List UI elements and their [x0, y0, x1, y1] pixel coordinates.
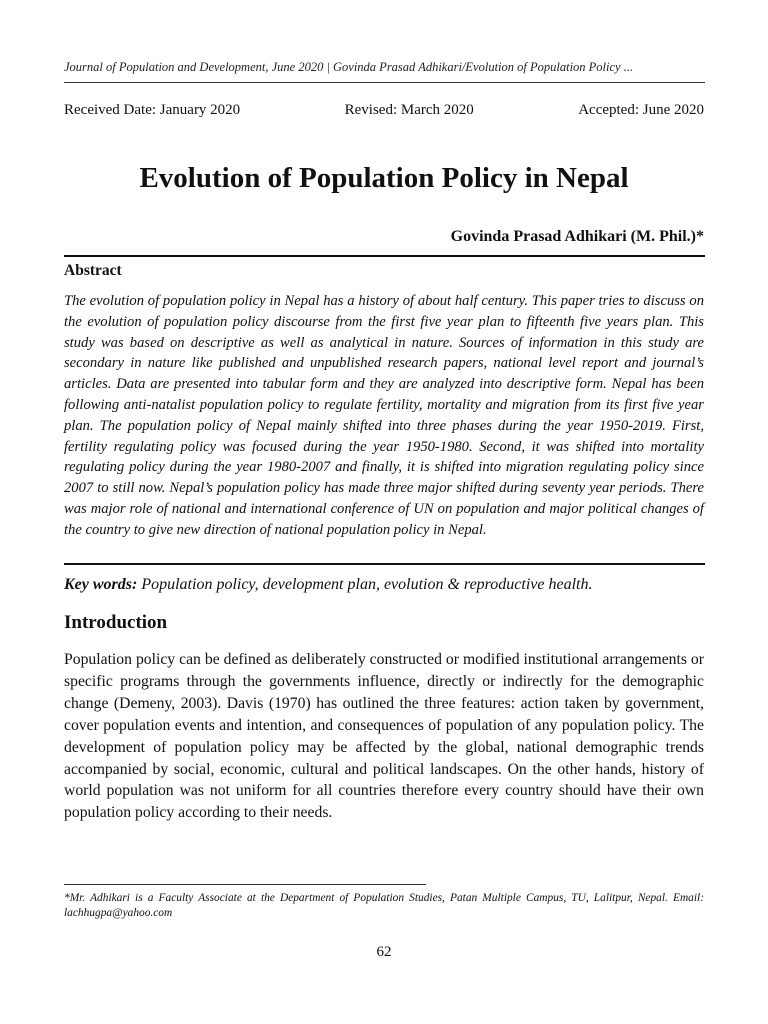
paper-title: Evolution of Population Policy in Nepal — [139, 162, 629, 194]
introduction-heading: Introduction — [64, 612, 168, 633]
accepted-date: Accepted: June 2020 — [578, 102, 704, 118]
keywords-label: Key words: — [64, 576, 138, 593]
introduction-text: Population policy can be defined as deliberately constructed or modified institutional arrangements or specific programs through the governments influence, directly or indirectly for the demographic change (Demeny, 2003). Davis (1970) has outlined the three features: action taken by government, cover population events and intention, and consequences of population of any population policy. The development of population policy may be affected by the global, national demographic trends accompanied by social, economic, cultural and political landscapes. On the other hands, history of world population was not uniform for all countries therefore every country should have their own population policy according to their needs. — [64, 651, 704, 822]
abstract-rule — [64, 563, 705, 565]
header-rule — [64, 82, 705, 83]
author-rule — [64, 255, 705, 257]
keywords-text: Population policy, development plan, evolution & reproductive health. — [137, 576, 593, 593]
footnote: *Mr. Adhikari is a Faculty Associate at the Department of Population Studies, Patan Multiple Campus, TU, Lalitpur, Nepal. Email: lachhugpa@yahoo.com — [64, 892, 704, 919]
revised-date: Revised: March 2020 — [344, 102, 474, 118]
abstract-heading: Abstract — [64, 262, 122, 279]
submission-dates — [64, 102, 704, 119]
abstract-text: The evolution of population policy in Nepal has a history of about half century. This paper tries to discuss on the evolution of population policy discourse from the first five year plan to fifteenth five years plan. This study was based on descriptive as well as analytical in nature. Sources of information in this study are secondary in nature like published and unpublished research papers, national level report and journal’s articles. Data are presented into tabular form and they are analyzed into descriptive form. Nepal has been following anti-natalist population policy to regulate fertility, mortality and migration from its first five year plan. The population policy of Nepal mainly shifted into three phases during the year 1950-2019. First, fertility regulating policy was focused during the year 1950-1980. Second, it was shifted into mortality regulating policy during the year 1980-2007 and finally, it is shifted into migration regulating policy since 2007 to still now. Nepal’s population policy has made three major shifted during seventy year periods. There was major role of national and international conference of UN on population and major political changes of the country to give new direction of national population policy in Nepal. — [64, 293, 704, 538]
page-number: 62 — [376, 944, 392, 960]
author-line: Govinda Prasad Adhikari (M. Phil.)* — [450, 228, 704, 245]
received-date: Received Date: January 2020 — [64, 102, 241, 118]
running-head: Journal of Population and Development, June 2020 | Govinda Prasad Adhikari/Evolution of Population Policy ... — [64, 60, 634, 74]
keywords-line — [64, 576, 704, 594]
footnote-rule — [64, 884, 426, 885]
